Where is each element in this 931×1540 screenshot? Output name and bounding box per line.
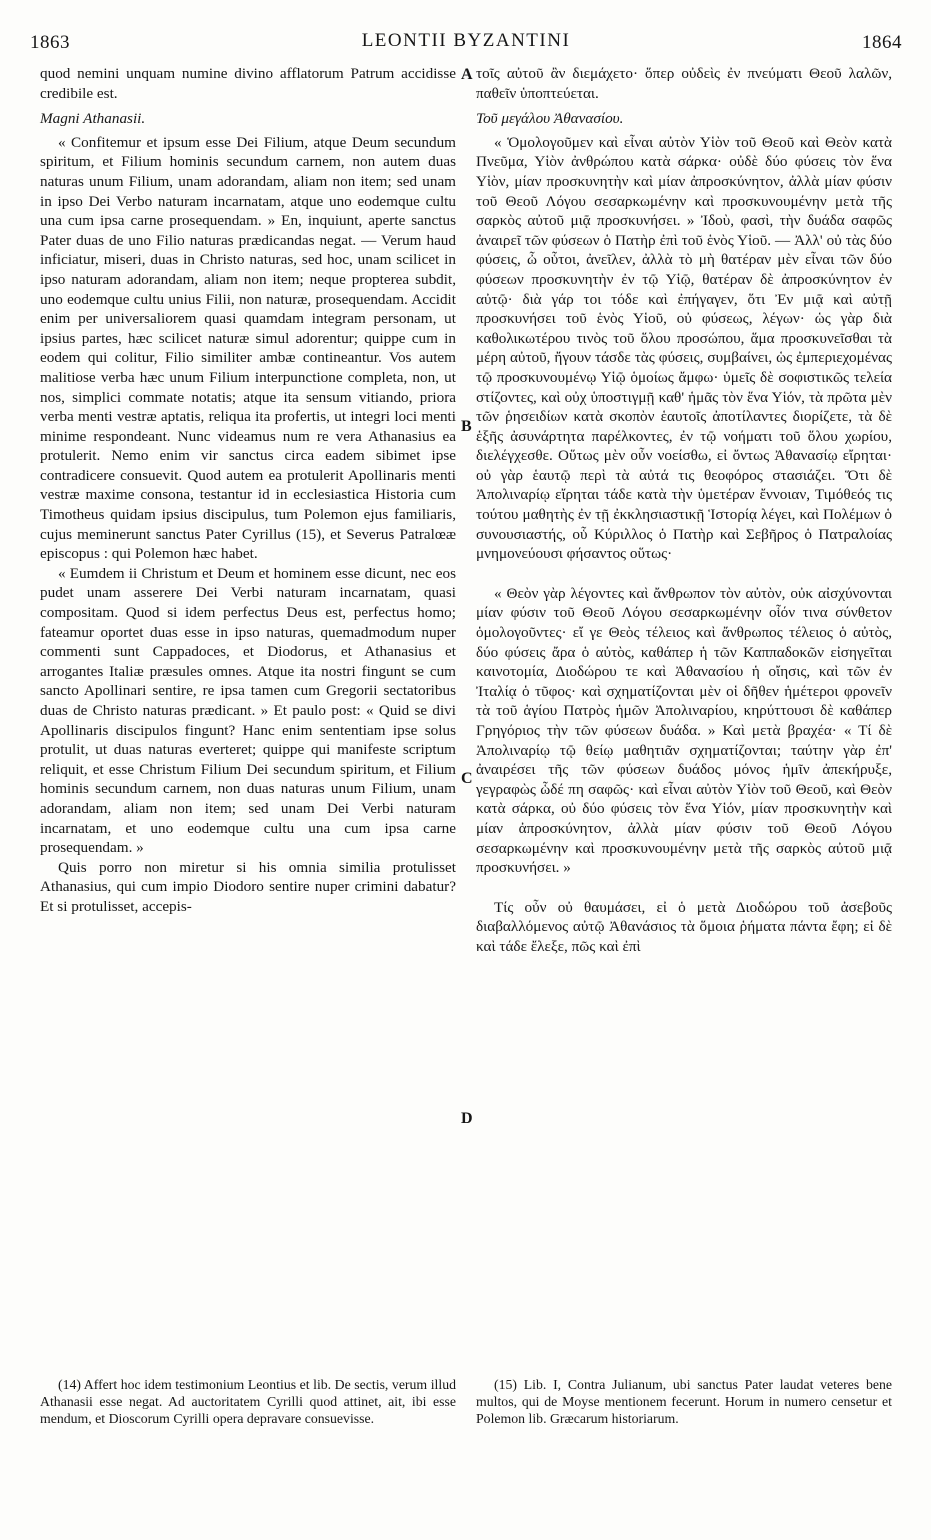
margin-marker-b: B (461, 418, 472, 435)
latin-section-heading: Magni Athanasii. (40, 110, 146, 128)
latin-paragraph-3: « Eumdem ii Christum et Deum et hominem esse dicunt, nec eos pudet unam asserere Dei Verbi naturam incarnatam, quasi compositam. Quod si idem perfectus Deus est, perfectus homo; fateamur oportet duas esse in ipso naturas, quemadmodum nuper commenti sunt Cappadoces, et Diodorus, et Athanasius et arrogantes Italiæ præsules omnes. Atque ita nostri fingunt se cum sancto Apollinari sentire, re ipsa tamen cum Gregorii sectatoribus duas de Christo naturas prædicant. » Et paulo post: « Quid se divi Apollinaris discipulos fingunt? Hanc enim sententiam ipse solus protulit, ut duas naturas everteret; quippe qui manifeste scriptum reliquit, et esse Christum Filium Dei secundum spiritum, et Filium hominis secundum carnem, non duas naturas unum Filium, unam adorandam, aliam non item; sed unam Dei Verbi naturam incarnatam, et uno eodemque cultu una cum ipsa carne prosequendam. » (40, 564, 456, 857)
greek-paragraph-2: « Ὁμολογοῦμεν καὶ εἶναι αὐτὸν Υἱὸν τοῦ Θεοῦ καὶ Θεὸν κατὰ Πνεῦμα, Υἱὸν ἀνθρώπου κατὰ σάρκα· οὐδὲ δύο φύσεις τὸν ἕνα Υἱὸν, μίαν προσκυνητὴν καὶ μίαν ἀπροσκύνητον, ἀλλὰ μίαν φύσιν τοῦ Θεοῦ Λόγου σεσαρκωμένην καὶ προσκυνουμένην μετὰ τῆς σαρκὸς αὐτοῦ μιᾷ προσκυνήσει. » Ἰδοὺ, φασὶ, τὴν δυάδα σαφῶς ἀναιρεῖ τῶν φύσεων ὁ Πατὴρ ἐπὶ τοῦ ἑνὸς Υἱοῦ. — Ἀλλ' οὐ τὰς δύο φύσεις, ὦ οὗτοι, ἀνεῖλεν, ἀλλὰ τὸ μὴ θατέραν μὲν εἶναι τῶν δύο φύσεων προσκυνητὴν ἐν τῷ Υἱῷ, θατέραν δὲ ἀπροσκύνητον ἐν αὐτῷ· διὰ γάρ τοι τόδε καὶ ἐπήγαγεν, ὅτι Ἐν μιᾷ καὶ αὐτῇ προσκυνήσει τοῦ ἑνὸς Υἱοῦ, οὐ φύσεως, λέγων· ὡς γὰρ διὰ καθολικωτέρου τινὸς τοῦ ὅλου προσώπου, ἅμα προσκυνεῖσθαι τὰ μέρη αὐτοῦ, ἤγουν τάσδε τὰς φύσεις, συμβαίνει, ὡς ἐμπεριεχομένας τῷ προσκυνουμένῳ Υἱῷ ὁμοίως ἄμφω· ὑμεῖς δὲ σοφιστικῶς τελεία στίζοντες, καὶ οὐχ ὑποστιγμῇ καθ' ἡμᾶς τὸν ἕνα Υἱόν, τὰ πρῶτα μὲν τῶν ῥησειδίων κατὰ σκοπὸν ἑαυτοῖς ἀποτίλαντες διορίζετε, τὰ δὲ ἑξῆς ἀσυνάρτητα παρέλκοντες, ἐν τῷ νοήματι τοῦ ὅλου χωρίου, διελέγχεσθε. Οὕτως μὲν οὖν νοείσθω, εἰ ὄντως Ἀθανασίῳ εἴρηται· οὐ γὰρ ἑαυτῷ περὶ τὰ αὐτά τις θεοφόρος στασιάζει. Ὅτι δὲ Ἀπολιναρίῳ εἴρηται τάδε κατὰ τὴν ὑμετέραν ἔννοιαν, Τιμόθεός τις τούτου μαθητὴς ἐν τῇ ἐκκλησιαστικῇ Ἱστορίᾳ λέγει, καὶ Πολέμων ὁ συνουσιαστής, οὗ Κύριλλος ὁ Πατὴρ καὶ Σεβῆρος ὁ Πατραλοίας μνημονεύουσι φήσαντος οὕτως· (476, 133, 892, 563)
page-number-right: 1864 (862, 32, 902, 53)
page-header (30, 30, 902, 58)
greek-paragraph-3: « Θεὸν γὰρ λέγοντες καὶ ἄνθρωπον τὸν αὐτὸν, οὐκ αἰσχύνονται μίαν φύσιν τοῦ Θεοῦ Λόγου σεσαρκωμένην οἷόν τινα σύνθετον ὁμολογοῦντες· εἴ γε Θεὸς τέλειος καὶ ἄνθρωπος τέλειος ὁ αὐτὸς, δύο φύσεις ἄρα ὁ αὐτὸς, καθάπερ ἡ τῶν Καππαδοκῶν εἰσηγεῖται καινοτομία, Διοδώρου τε καὶ Ἀθανασίου ἡ οἴησις, καὶ τῶν ἐν Ἰταλίᾳ ὁ τῦφος· καὶ σχηματίζονται μὲν οἱ δῆθεν ἡμέτεροι φρονεῖν τὰ τοῦ ἁγίου Πατρὸς ἡμῶν Ἀπολιναρίου, κηρύττουσι δὲ καθάπερ Γρηγόριος τὴν τῶν φύσεων δυάδα. » Καὶ μετὰ βραχέα· « Τί δὲ Ἀπολιναρίῳ τῷ θείῳ μαθητιᾶν σχηματίζονται; ταύτην γὰρ ἐπ' ἀναιρέσει τῆς τῶν φύσεων δυάδος μόνος ἡμῖν ἀπεκήρυξε, γεγραφὼς ὧδέ πη σαφῶς· καὶ εἶναι αὐτὸν Υἱὸν τοῦ Θεοῦ, καὶ Θεὸν κατὰ σάρκα, οὐ δύο φύσεις τὸν ἕνα Υἱόν, μίαν προσκυνητὴν καὶ μίαν ἀπροσκύνητον, ἀλλὰ μίαν φύσιν τοῦ Θεοῦ Λόγου σεσαρκωμένην καὶ προσκυνουμένην μετὰ τῆς σαρκὸς αὐτοῦ μιᾷ προσκυνήσει. » (476, 584, 892, 877)
margin-marker-d: D (461, 1110, 473, 1127)
margin-marker-c: C (461, 770, 473, 787)
latin-paragraph-2: « Confitemur et ipsum esse Dei Filium, atque Deum secundum spiritum, et Filium hominis secundum carnem, non autem duas naturas unum Filium, unam adorandam, aliam non item; sed unam in ipso Dei Verbo naturam incarnatam, atque uno eodemque cultu una cum ipsa carne prosequendam. » En, inquiunt, aperte sanctus Pater duas de uno Filio naturas prædicandas negat. — Verum haud inficiatur, miseri, duas in Christo naturas, sed hoc, unam scilicet in ipso naturam adorandam, aliam non item; neque propterea subdit, uno eodemque cultu unius Filii, non naturæ, prosequendam. Accidit enim per universaliorem quasi quamdam integram personam, ut ipsius partes, hæc scilicet naturæ simul adorentur; quippe cum in eodem qui colitur, Filio similiter ambæ contineantur. Vos autem malitiose verba hæc unum Filium interpunctione completa, non, ut nos, simplici commate notatis; atque ita sensum vitiando, priora verba menti vestræ aptatis, reliqua ita profertis, ut integri loci menti minime respondeant. Nunc videamus num re vera Athanasius ea protulerit. Nemo enim vir sanctus circa eadem sibimet ipse contradicere consuevit. Quod autem ea protulerit Apollinaris menti vestræ maxime consona, testantur id in ecclesiastica Historia cum Timotheus quidam ipsius discipulus, tum Polemon ejus familiaris, cujus meminerunt sanctus Pater Cyrillus (15), et Severus Patralœæ episcopus : qui Polemon hæc habet. (40, 133, 456, 563)
footnote-14 (40, 1376, 456, 1427)
latin-paragraph-1: quod nemini unquam numine divino afflatorum Patrum accidisse credibile est. (40, 65, 456, 102)
greek-paragraph-4: Τίς οὖν οὐ θαυμάσει, εἰ ὁ μετὰ Διοδώρου τοῦ ἀσεβοῦς διαβαλλόμενος αὐτῷ Ἀθανάσιος τὰ ὅμοια ῥήματα πάντα ἔφη; εἰ δὲ καὶ τάδε ἔλεξε, πῶς καὶ ἐπὶ (476, 898, 892, 955)
margin-marker-a: A (461, 66, 473, 83)
greek-section-heading: Τοῦ μεγάλου Ἀθανασίου. (476, 110, 624, 128)
footnote-15-text: (15) Lib. I, Contra Julianum, ubi sanctus Pater laudat veteres bene multos, qui de Moyse mentionem fecerunt. Horum in numero censetur et Polemon lib. Græcarum historiarum. (476, 1377, 892, 1426)
latin-paragraph-4: Quis porro non miretur si his omnia similia protulisset Athanasius, qui cum impio Diodoro sentire nuper crimini dabatur? Et si protulisset, accepis- (40, 858, 456, 915)
running-title: LEONTII BYZANTINI (361, 30, 571, 51)
greek-column (476, 64, 892, 957)
latin-column (40, 64, 456, 917)
footnote-15 (476, 1376, 892, 1427)
page-number-left: 1863 (30, 32, 70, 53)
greek-paragraph-1: τοῖς αὐτοῦ ἂν διεμάχετο· ὅπερ οὐδεὶς ἐν πνεύματι Θεοῦ λαλῶν, παθεῖν ὑποπτεύεται. (476, 65, 892, 102)
footnote-14-text: (14) Affert hoc idem testimonium Leontius et lib. De sectis, verum illud Athanasii esse negat. Ad auctoritatem Cyrilli quod attinet, ait, ibi esse mendum, et Dioscorum Cyrilli opera depravare consuevisse. (40, 1377, 456, 1426)
